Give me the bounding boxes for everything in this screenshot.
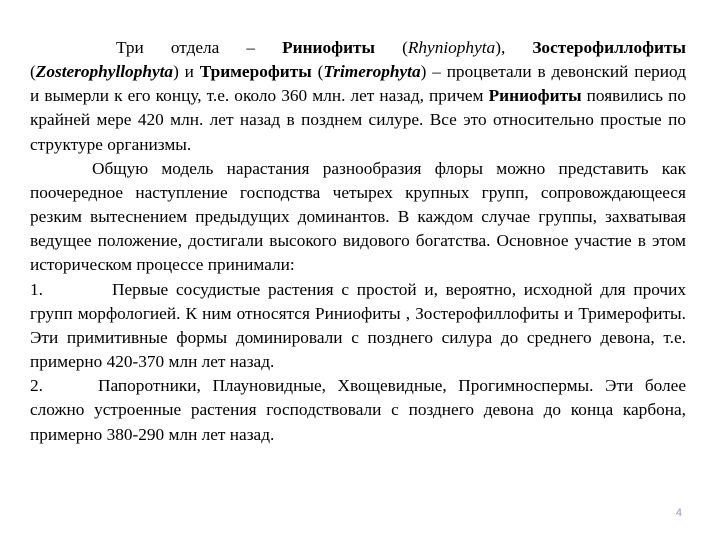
text-span: ( [402, 38, 408, 57]
text-span: ), [495, 38, 533, 57]
document-body [30, 36, 686, 447]
latin-trimerophyta: Trimerophyta [323, 62, 421, 82]
text-span: ( [30, 62, 36, 82]
term-trimerophytes: Тримерофиты [199, 62, 312, 82]
text-span: ) и [173, 62, 200, 82]
latin-rhyniophyta: Rhyniophyta [407, 38, 496, 57]
text-span: ( [311, 62, 324, 82]
text-span: появились по крайней мере 420 млн. лет назад в позднем силуре. Все это относительно простые по структуре организмы. [30, 86, 686, 154]
term-zosterophyllophytes: Зостерофиллофиты [532, 38, 686, 57]
list-text-2: Папоротники, Плауновидные, Хвощевидные, Прогимноспермы. Эти более сложно устроенные растения господствовали с позднего девона до конца карбона, примерно 380-290 млн лет назад. [30, 376, 686, 444]
latin-zosterophyllophyta: Zosterophyllophyta [35, 62, 174, 82]
list-text-1: Первые сосудистые растения с простой и, вероятно, исходной для прочих групп морфологией. К ним относятся Риниофиты , Зостерофиллофиты и Тримерофиты. Эти примитивные формы доминировали с позднего силура до среднего девона, т.е. примерно 420-370 млн лет назад. [30, 279, 686, 372]
term-rhyniophytes: Риниофиты [282, 38, 403, 57]
term-rhyniophytes-2: Риниофиты [488, 86, 582, 106]
text-span: ) – процветали в девонский период и вымерли к его концу, т.е. около 360 млн. лет назад, причем [30, 62, 686, 106]
paragraph-divisions [30, 36, 686, 157]
page-number: 4 [675, 507, 682, 519]
text-span: Три отдела – [116, 38, 283, 57]
list-number-1: 1. [30, 279, 43, 299]
list-number-2: 2. [30, 376, 43, 396]
list-item-1 [30, 278, 686, 375]
paragraph-model: Общую модель нарастания разнообразия флоры можно представить как поочередное наступление господства четырех крупных групп, сопровождающееся резким вытеснением предыдущих доминантов. В каждом случае группы, захватывая ведущее положение, достигали высокого видового богатства. Основное участие в этом историческом процессе принимали: [30, 158, 686, 275]
list-item-2 [30, 374, 686, 446]
